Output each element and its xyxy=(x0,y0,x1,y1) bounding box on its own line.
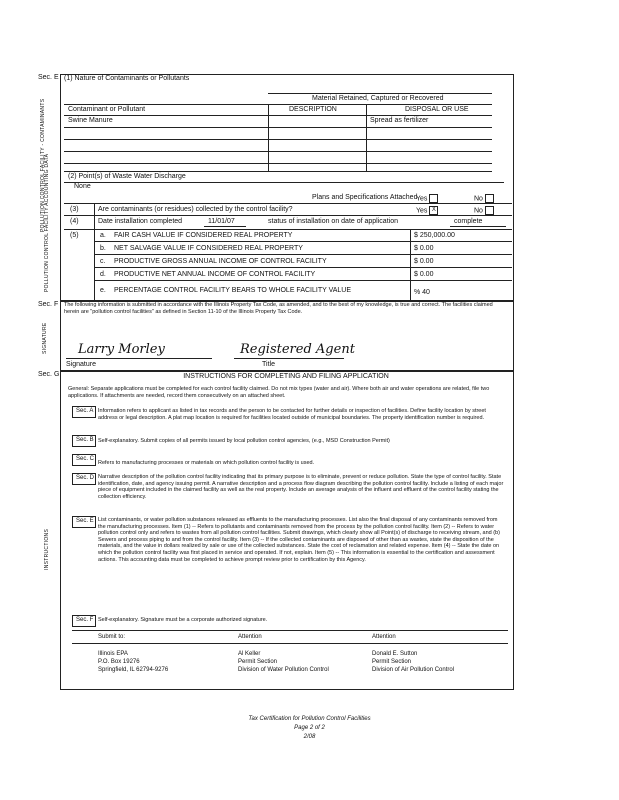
q4-num: (4) xyxy=(70,218,79,225)
value-e-amount: % 40 xyxy=(414,289,430,296)
q5-num: (5) xyxy=(70,232,79,239)
instr-sec-d-label: Sec. D xyxy=(76,475,95,481)
plans-label: Plans and Specifications Attached xyxy=(312,194,418,201)
plans-yes-checkbox[interactable] xyxy=(429,194,438,203)
value-d-amount: $ 0.00 xyxy=(414,271,434,278)
sec-e-side-label-accounting: POLLUTION CONTROL FACILITY ACCOUNTING DATA xyxy=(44,153,50,292)
value-d-letter: d. xyxy=(100,271,106,278)
instr-sec-e-text: List contaminants, or water pollution substances released as effluents to the manufacturing processes. List also the final disposal of any contaminants removed from the manufacturing processes. Item (1) -- Refers to pollutants and contaminants removed from the process by the pollution control facility. Item (2) -- Refers to water pollution control only and refers to wastes from all pollution control facilities. Submit drawings, which clearly show all Point(s) of discharge to receiving stream, and (b) Sewers and process piping to and from the control facility. Item (3) -- If the collected contaminants are disposed of other than as wastes, state the disposition of the materials, and the value in dollars realized by sale or use of the collected substances. State the cost of reclamation and related expense. Item (4) -- State the date on which the pollution control facility was first placed in service and operated. If not, explain. Item (5) -- This information is essential to the certification and assessment actions. This accounting data must be completed to achieve prompt review prior to certification by this Agency. xyxy=(98,517,500,563)
value-a-amount: $ 250,000.00 xyxy=(414,232,455,239)
signature-line xyxy=(66,358,212,359)
footer-line-3: 2/08 xyxy=(303,734,316,740)
sec-f-side-label: SIGNATURE xyxy=(42,322,48,354)
value-e-letter: e. xyxy=(100,287,106,294)
q3-text: Are contaminants (or residues) collected by the control facility? xyxy=(98,206,293,213)
value-c-letter: c. xyxy=(100,258,106,265)
material-header-rule xyxy=(268,93,492,94)
contact-1-name: Al Keller xyxy=(238,651,261,657)
col-disposal: DISPOSAL OR USE xyxy=(405,106,469,113)
value-a-label: FAIR CASH VALUE IF CONSIDERED REAL PROPERTY xyxy=(114,232,293,239)
instr-sec-c-label: Sec. C xyxy=(76,456,95,462)
q3-no-checkbox[interactable] xyxy=(485,206,494,215)
col-description: DESCRIPTION xyxy=(289,106,337,113)
sec-e-heading: (1) Nature of Contaminants or Pollutants xyxy=(64,75,190,82)
title-label: Title xyxy=(262,361,275,368)
value-b-letter: b. xyxy=(100,245,106,252)
general-instructions: General: Separate applications must be completed for each control facility claimed. Do not mix types (water and air). Where both air and water operations are related, file two applications. If attachments are needed, record them consecutively on an attached sheet. xyxy=(68,386,490,399)
sec-g-side-label: INSTRUCTIONS xyxy=(44,528,50,570)
contact-2-name: Donald E. Sutton xyxy=(372,651,418,657)
sec-f-text: The following information is submitted in accordance with the Illinois Property Tax Code, as amended, and to the best of my knowledge, is true and correct. The facilities claimed herein are "pollution control facilities" as defined in Section 11-10 of the Illinois Property Tax Code. xyxy=(64,302,493,315)
q4-date: 11/01/07 xyxy=(208,218,235,225)
footer-line-2: Page 2 of 2 xyxy=(294,725,325,731)
value-d-label: PRODUCTIVE NET ANNUAL INCOME OF CONTROL FACILITY xyxy=(114,271,316,278)
title-value: Registered Agent xyxy=(240,342,355,357)
row-disposal: Spread as fertilizer xyxy=(370,117,429,124)
instr-sec-e-label: Sec. E xyxy=(76,518,94,524)
col-contaminant: Contaminant or Pollutant xyxy=(68,106,146,113)
q4-status-value: complete xyxy=(454,218,483,225)
address-line-2: P.O. Box 19276 xyxy=(98,659,140,665)
instr-sec-c-text: Refers to manufacturing processes or materials on which pollution control facility is used. xyxy=(98,460,315,466)
instr-sec-a-text: Information refers to applicant as listed in tax records and the person to be contacted for further details or inspection of facilities. Define facility location by street address or legal description. A plat map location is required for facilities located outside of municipal boundaries. The property identification number is required. xyxy=(98,408,486,421)
signature-value: Larry Morley xyxy=(78,342,165,357)
instr-sec-d-text: Narrative description of the pollution control facility indicating that its primary purpose is to eliminate, prevent or reduce pollution. State the type of control facility. State identification, date, and agency issuing permit. A narrative description and a process flow diagram describing the pollution control facility. Include a listing of each major piece of equipment included in the claimed facility as well as the real property. Include an average analysis of the influent and effluent of the control facility stating the collection efficiency. xyxy=(98,474,504,500)
plans-no: No xyxy=(474,194,494,203)
instr-sec-f-text: Self-explanatory. Signature must be a corporate authorized signature. xyxy=(98,617,268,623)
plans-no-checkbox[interactable] xyxy=(485,194,494,203)
q3-yes: Yes X xyxy=(416,206,438,215)
sec-e-side-label-contaminants: POLLUTION CONTROL FACILITY - CONTAMINANTS xyxy=(40,98,46,232)
value-a-letter: a. xyxy=(100,232,106,239)
sec-g-label: Sec. G xyxy=(38,371,60,378)
plans-yes: Yes xyxy=(416,194,438,203)
signature-label: Signature xyxy=(66,361,96,368)
value-b-amount: $ 0.00 xyxy=(414,245,434,252)
q4-status: status of installation on date of application xyxy=(268,218,398,225)
instr-sec-b-label: Sec. B xyxy=(76,437,94,443)
material-header: Material Retained, Captured or Recovered xyxy=(312,95,444,102)
contact-2-division: Division of Air Pollution Control xyxy=(372,667,455,673)
attention-2: Attention xyxy=(372,634,396,640)
value-e-label: PERCENTAGE CONTROL FACILITY BEARS TO WHOLE FACILITY VALUE xyxy=(114,287,352,294)
sec-e-label: Sec. E xyxy=(38,74,59,81)
q3-no: No xyxy=(474,206,494,215)
instr-sec-a-label: Sec. A xyxy=(76,408,94,414)
value-b-label: NET SALVAGE VALUE IF CONSIDERED REAL PROPERTY xyxy=(114,245,303,252)
footer-line-1: Tax Certification for Pollution Control Facilities xyxy=(248,716,371,722)
instr-sec-f-label: Sec. F xyxy=(76,617,94,623)
address-line-3: Springfield, IL 62794-9276 xyxy=(98,667,169,673)
attention-1: Attention xyxy=(238,634,262,640)
address-line-1: Illinois EPA xyxy=(98,651,128,657)
point-value: None xyxy=(74,183,91,190)
title-line xyxy=(234,358,344,359)
contact-2-section: Permit Section xyxy=(372,659,412,665)
q3-num: (3) xyxy=(70,206,79,213)
sec-f-label: Sec. F xyxy=(38,301,59,308)
contact-1-division: Division of Water Pollution Control xyxy=(238,667,329,673)
row-contaminant: Swine Manure xyxy=(68,117,113,124)
value-c-amount: $ 0.00 xyxy=(414,258,434,265)
contact-1-section: Permit Section xyxy=(238,659,278,665)
submit-heading: Submit to: xyxy=(98,634,126,640)
instr-sec-b-text: Self-explanatory. Submit copies of all permits issued by local pollution control agencies, (e.g., MSD Construction Permit) xyxy=(98,438,390,444)
value-c-label: PRODUCTIVE GROSS ANNUAL INCOME OF CONTROL FACILITY xyxy=(114,258,327,265)
instructions-heading: INSTRUCTIONS FOR COMPLETING AND FILING APPLICATION xyxy=(183,373,389,380)
q3-yes-checkbox[interactable]: X xyxy=(429,206,438,215)
point-heading: (2) Point(s) of Waste Water Discharge xyxy=(68,173,186,180)
q4-text: Date installation completed xyxy=(98,218,183,225)
